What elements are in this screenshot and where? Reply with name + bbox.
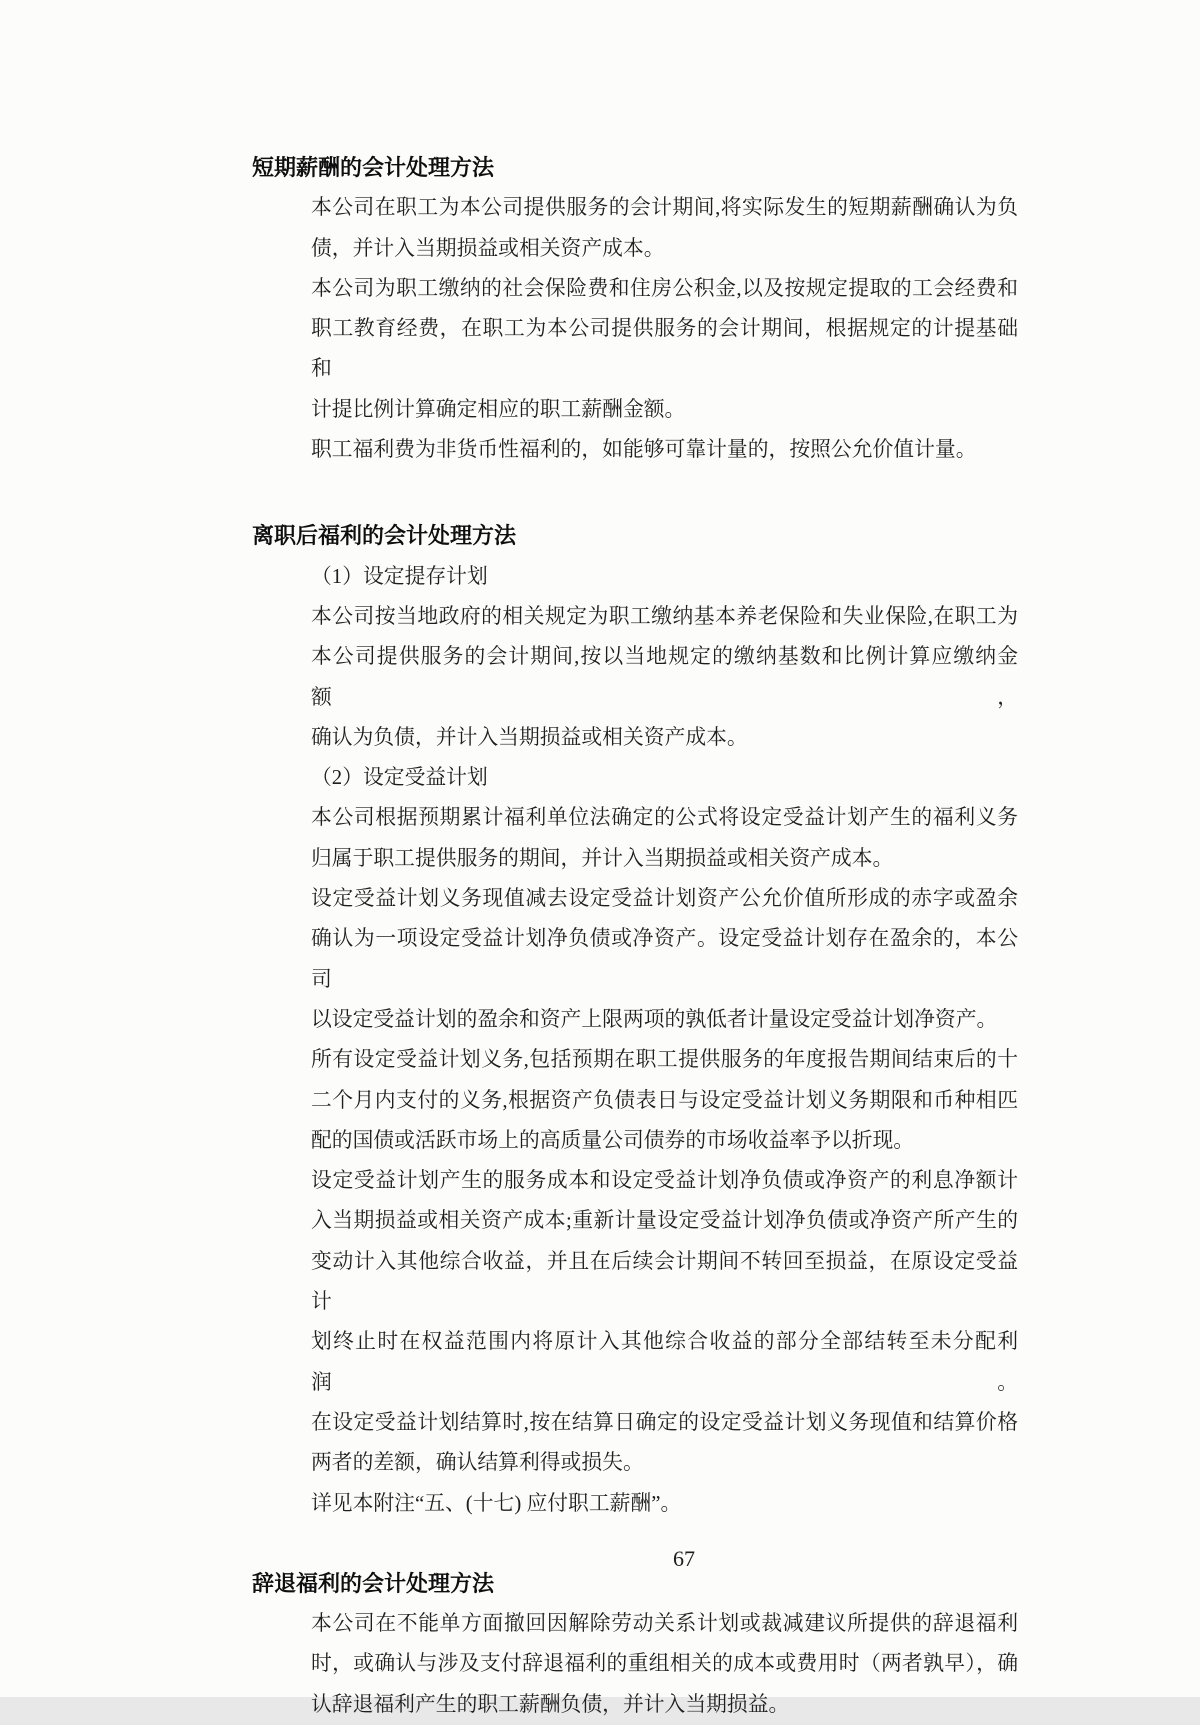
text-line: 配的国债或活跃市场上的高质量公司债券的市场收益率予以折现。 (311, 1128, 915, 1152)
section-heading: 离职后福利的会计处理方法 (252, 523, 517, 549)
document-content (252, 148, 1018, 1725)
section-heading: 辞退福利的会计处理方法 (252, 1570, 495, 1596)
text-line: 详见本附注“五、(十七) 应付职工薪酬”。 (311, 1491, 682, 1515)
text-line: 归属于职工提供服务的期间，并计入当期损益或相关资产成本。 (311, 846, 894, 870)
text-line: （1）设定提存计划 (311, 564, 488, 588)
text-line: 时，或确认与涉及支付辞退福利的重组相关的成本或费用时（两者孰早），确 (311, 1652, 1018, 1676)
text-line: 本公司在职工为本公司提供服务的会计期间,将实际发生的短期薪酬确认为负 (311, 196, 1018, 220)
document-section (252, 148, 1018, 470)
text-line: 变动计入其他综合收益，并且在后续会计期间不转回至损益，在原设定受益计 (311, 1249, 1018, 1314)
text-line: 本公司按当地政府的相关规定为职工缴纳基本养老保险和失业保险,在职工为 (311, 604, 1018, 628)
text-line: 计提比例计算确定相应的职工薪酬金额。 (311, 397, 686, 421)
text-line: 确认为一项设定受益计划净负债或净资产。设定受益计划存在盈余的，本公司 (311, 927, 1018, 991)
text-line: 职工福利费为非货币性福利的，如能够可靠计量的，按照公允价值计量。 (311, 438, 977, 462)
page-number: 67 (673, 1546, 695, 1571)
text-line: 所有设定受益计划义务,包括预期在职工提供服务的年度报告期间结束后的十 (311, 1048, 1018, 1072)
text-line: 二个月内支付的义务,根据资产负债表日与设定受益计划义务期限和币种相匹 (311, 1088, 1018, 1112)
text-line: 本公司根据预期累计福利单位法确定的公式将设定受益计划产生的福利义务 (311, 806, 1018, 830)
text-line: 设定受益计划产生的服务成本和设定受益计划净负债或净资产的利息净额计 (311, 1169, 1018, 1193)
text-line: 职工教育经费，在职工为本公司提供服务的会计期间，根据规定的计提基础和 (311, 317, 1018, 381)
text-line: 划终止时在权益范围内将原计入其他综合收益的部分全部结转至未分配利润。 (311, 1330, 1018, 1394)
text-line: 入当期损益或相关资产成本;重新计量设定受益计划净负债或净资产所产生的 (311, 1209, 1018, 1233)
document-section (252, 516, 1018, 1523)
section-heading: 短期薪酬的会计处理方法 (252, 155, 495, 180)
text-line: （2）设定受益计划 (311, 766, 488, 790)
text-line: 本公司为职工缴纳的社会保险费和住房公积金,以及按规定提取的工会经费和 (311, 276, 1018, 300)
text-line: 两者的差额，确认结算利得或损失。 (311, 1451, 644, 1475)
text-line: 本公司提供服务的会计期间,按以当地规定的缴纳基数和比例计算应缴纳金额， (311, 645, 1018, 709)
text-line: 设定受益计划义务现值减去设定受益计划资产公允价值所形成的赤字或盈余 (311, 887, 1018, 911)
document-section (252, 1564, 1018, 1725)
text-line: 认辞退福利产生的职工薪酬负债，并计入当期损益。 (311, 1692, 790, 1716)
text-line: 债，并计入当期损益或相关资产成本。 (311, 236, 665, 260)
text-line: 以设定受益计划的盈余和资产上限两项的孰低者计量设定受益计划净资产。 (311, 1007, 998, 1031)
text-line: 在设定受益计划结算时,按在结算日确定的设定受益计划义务现值和结算价格 (311, 1410, 1018, 1434)
text-line: 本公司在不能单方面撤回因解除劳动关系计划或裁减建议所提供的辞退福利 (311, 1612, 1018, 1636)
text-line: 确认为负债，并计入当期损益或相关资产成本。 (311, 725, 748, 749)
